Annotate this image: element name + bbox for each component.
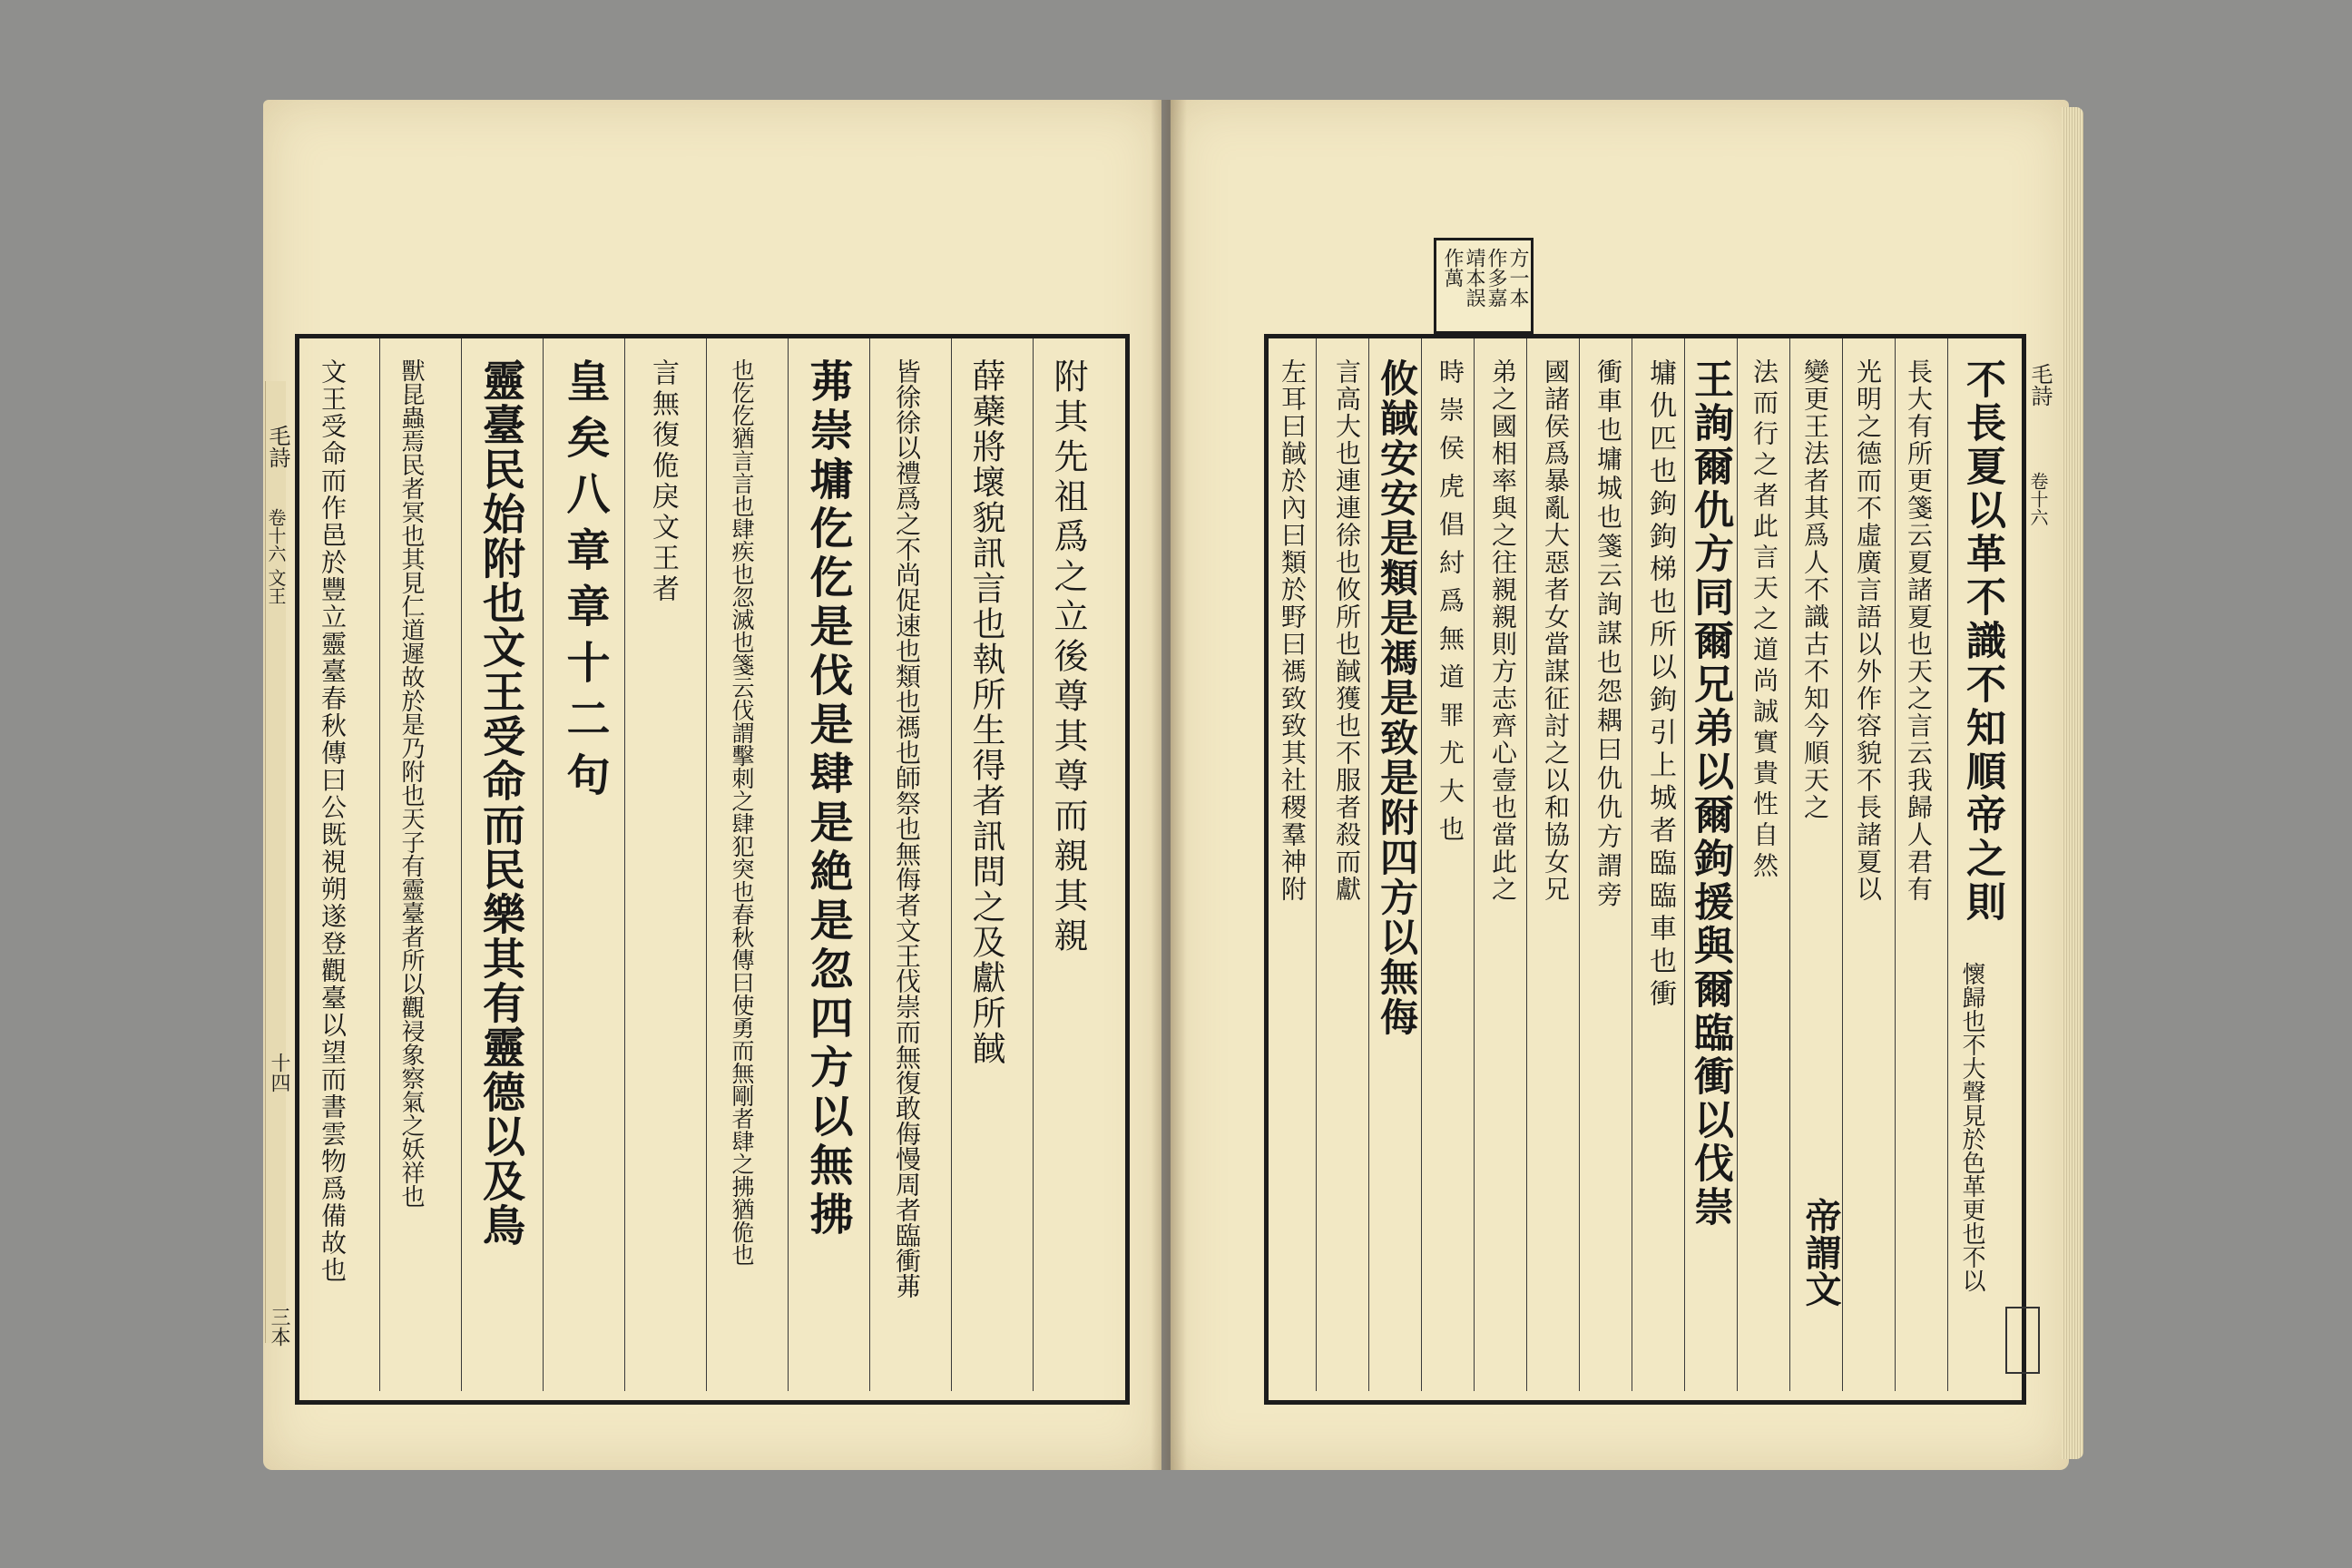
column-rule bbox=[1947, 338, 1948, 1391]
text-column-main: 不長夏以革不識不知順帝之則 bbox=[1959, 358, 2005, 925]
text-column: 言高大也連連徐也攸所也馘獲也不服者殺而獻 bbox=[1332, 358, 1362, 903]
column-rule bbox=[1033, 338, 1034, 1391]
margin-note-line: 作萬 bbox=[1441, 248, 1464, 288]
text-column: 弟之國相率與之往親親則方志齊心壹也當此之 bbox=[1488, 358, 1518, 903]
margin-note-line: 方一本 bbox=[1506, 248, 1529, 308]
text-column: 長大有所更箋云夏諸夏也天之言云我歸人君有 bbox=[1904, 358, 1934, 903]
margin-note-box bbox=[1434, 238, 1534, 334]
folio-seal-mark bbox=[2005, 1307, 2040, 1374]
column-rule bbox=[869, 338, 870, 1391]
column-rule bbox=[1579, 338, 1580, 1391]
column-rule bbox=[379, 338, 380, 1391]
column-rule bbox=[1526, 338, 1527, 1391]
column-rule bbox=[1474, 338, 1475, 1391]
column-rule bbox=[706, 338, 707, 1391]
left-margin-volume: 卷十六 文王 bbox=[265, 508, 287, 605]
right-margin-header: 毛詩 bbox=[2027, 363, 2053, 407]
text-column-main: 攸馘安安是類是禡是致是附四方以無侮 bbox=[1375, 358, 1419, 1037]
column-rule bbox=[1789, 338, 1790, 1391]
left-margin-bottom: 三本 bbox=[268, 1307, 290, 1347]
text-column: 法而行之者此言天之道尚誠實貴性自然 bbox=[1749, 358, 1779, 883]
text-column: 國諸侯爲暴亂大惡者女當謀征討之以和協女兄 bbox=[1541, 358, 1571, 903]
text-column-main: 茀崇墉仡仡是伐是肆是絶是忽四方以無拂 bbox=[802, 358, 853, 1240]
text-column: 變更王法者其爲人不識古不知今順天之 bbox=[1800, 358, 1830, 821]
margin-note-line: 靖本誤 bbox=[1463, 248, 1485, 308]
column-rule bbox=[1895, 338, 1896, 1391]
column-rule bbox=[1842, 338, 1843, 1391]
text-column-heading: 皇矣八章章十二句 bbox=[559, 358, 610, 808]
text-column: 文王受命而作邑於豐立靈臺春秋傳曰公既視朔遂登觀臺以望而書雲物爲備故也 bbox=[318, 358, 348, 1284]
text-column: 也仡仡猶言言也肆疾也忽滅也箋云伐謂擊刺之肆犯突也春秋傳曰使勇而無剛者肆之拂猶佹也 bbox=[729, 358, 755, 1266]
column-rule bbox=[1421, 338, 1422, 1391]
left-margin-folio: 十四 bbox=[268, 1053, 290, 1093]
text-column: 獸昆蟲焉民者冥也其見仁道遲故於是乃附也天子有靈臺者所以觀祲象察氣之妖祥也 bbox=[397, 358, 425, 1208]
text-column: 薛蘗將壞貌訊言也執所生得者訊問之及獻所馘 bbox=[966, 358, 1005, 1066]
left-margin-header: 毛詩 bbox=[265, 425, 290, 468]
column-rule bbox=[1684, 338, 1685, 1391]
text-column: 墉仇匹也鉤鉤梯也所以鉤引上城者臨臨車也衝 bbox=[1644, 358, 1676, 1012]
text-column: 時崇侯虎倡紂爲無道罪尤大也 bbox=[1436, 358, 1465, 854]
column-rule bbox=[1316, 338, 1317, 1391]
column-rule bbox=[1737, 338, 1738, 1391]
text-column-tail: 懷歸也不大聲見於色革更也不以 bbox=[1958, 962, 1985, 1292]
text-column-tail: 帝謂文 bbox=[1799, 1198, 1842, 1307]
column-rule bbox=[1368, 338, 1369, 1391]
text-column-main: 靈臺民始附也文王受命而民樂其有靈德以及鳥 bbox=[475, 358, 525, 1248]
text-column: 皆徐徐以禮爲之不尚促速也類也禡也師祭也無侮者文王伐崇而無復敢侮慢周者臨衝茀 bbox=[892, 358, 922, 1298]
column-rule bbox=[951, 338, 952, 1391]
margin-note-line: 作多嘉 bbox=[1485, 248, 1507, 308]
text-column: 衝車也墉城也箋云詢謀也怨耦曰仇仇方謂旁 bbox=[1593, 358, 1623, 910]
text-column: 光明之德而不虛廣言語以外作容貌不長諸夏以 bbox=[1853, 358, 1883, 903]
text-column: 言無復佹戾文王者 bbox=[647, 358, 679, 605]
page-edges bbox=[2062, 107, 2083, 1459]
column-rule bbox=[543, 338, 544, 1391]
column-rule bbox=[624, 338, 625, 1391]
right-margin-volume: 卷十六 bbox=[2027, 472, 2049, 526]
text-column: 左耳曰馘於內曰類於野曰禡致致其社稷羣神附 bbox=[1278, 358, 1308, 903]
text-column-main: 王詢爾仇方同爾兄弟以爾鉤援與爾臨衝以伐崇 bbox=[1687, 358, 1733, 1230]
column-rule bbox=[788, 338, 789, 1391]
book-gutter bbox=[1151, 100, 1187, 1470]
text-column: 附其先祖爲之立後尊其尊而親其親 bbox=[1048, 358, 1088, 957]
column-rule bbox=[461, 338, 462, 1391]
